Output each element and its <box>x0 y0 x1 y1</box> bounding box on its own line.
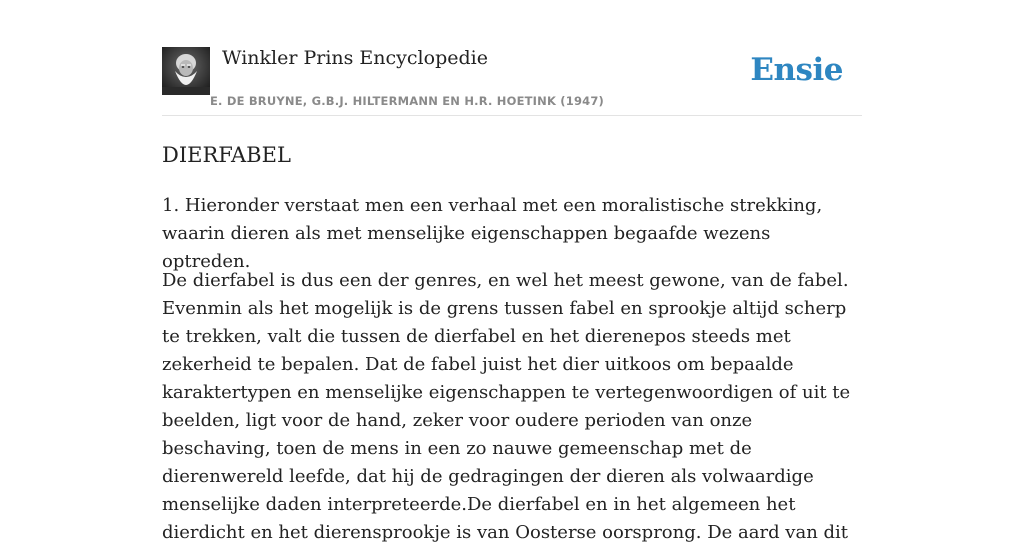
article-title: DIERFABEL <box>162 143 291 167</box>
bearded-man-portrait-icon <box>162 47 210 95</box>
content-column <box>162 0 862 543</box>
article-paragraph: 1. Hieronder verstaat men een verhaal met een moralistische strekking, waarin dieren als met menselijke eigenschappen begaafde wezens optreden. <box>162 195 823 272</box>
brand-logo[interactable]: Ensie <box>750 52 843 88</box>
site-title[interactable]: Winkler Prins Encyclopedie <box>222 47 488 69</box>
author-avatar[interactable] <box>162 47 210 95</box>
authors-credit: E. DE BRUYNE, G.B.J. HILTERMANN EN H.R. HOETINK (1947) <box>210 94 605 108</box>
article-paragraph: De dierfabel is dus een der genres, en wel het meest gewone, van de fabel. Evenmin als het mogelijk is de grens tussen fabel en sprookje altijd scherp te trekken, valt die tussen de dierfabel en het dierenepos steeds met zekerheid te bepalen. Dat de fabel juist het dier uitkoos om bepaalde karaktertypen en menselijke eigenschappen te vertegenwoordigen of uit te beelden, ligt voor de hand, zeker voor oudere perioden van onze beschaving, toen de mens in een zo nauwe gemeenschap met de dierenwereld leefde, dat hij de gedragingen der dieren als volwaardige menselijke daden interpreteerde.De dierfabel en in het algemeen het dierdicht en het dierensprookje is van Oosterse oorsprong. De aard van dit <box>162 270 851 543</box>
site-header <box>162 0 862 116</box>
